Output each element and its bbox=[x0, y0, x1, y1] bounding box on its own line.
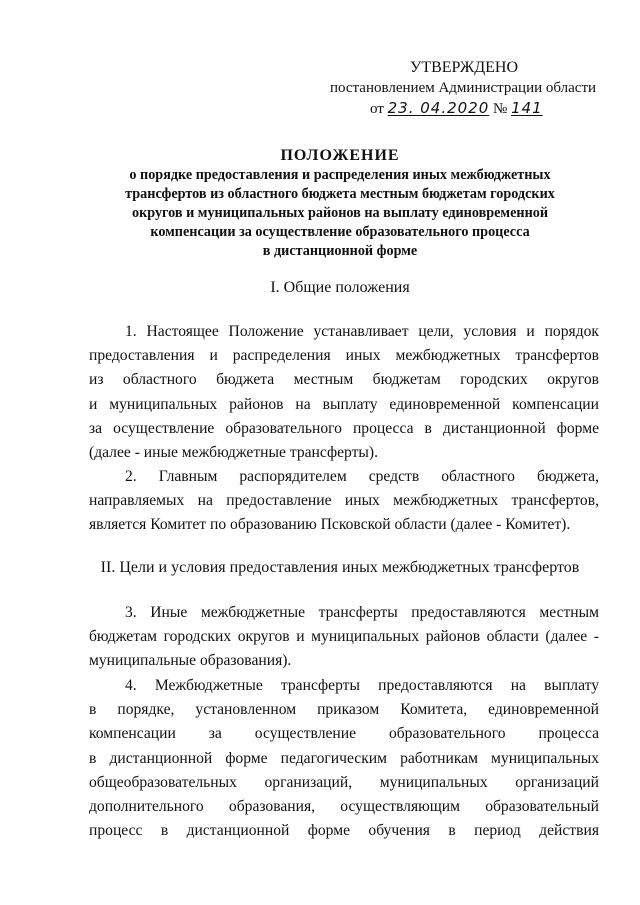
paragraph-line: направляемых на предоставление иных межбюджетных трансфертов, bbox=[89, 492, 599, 510]
paragraph-line: (далее - иные межбюджетные трансферты). bbox=[89, 444, 378, 462]
paragraph-4 bbox=[89, 674, 599, 843]
paragraph-line: компенсации за осуществление образовательного процесса bbox=[89, 725, 599, 743]
paragraph-3 bbox=[89, 601, 599, 674]
paragraph-line: и муниципальных районов на выплату единовременной компенсации bbox=[89, 395, 599, 413]
paragraph-line: 2. Главным распорядителем средств областного бюджета, bbox=[125, 468, 599, 485]
document-subtitle bbox=[75, 166, 605, 261]
paragraph-line: из областного бюджета местным бюджетам городских округов bbox=[89, 371, 599, 389]
approval-number-label: № bbox=[493, 101, 508, 117]
subtitle-line: о порядке предоставления и распределения иных межбюджетных bbox=[129, 167, 551, 183]
paragraph-line: 3. Иные межбюджетные трансферты предоставляются местным bbox=[125, 604, 599, 621]
approval-title: УТВЕРЖДЕНО bbox=[410, 59, 519, 76]
section-1-heading: I. Общие положения bbox=[270, 279, 410, 296]
paragraph-line: является Комитет по образованию Псковской области (далее - Комитет). bbox=[89, 516, 571, 534]
paragraph-line: дополнительного образования, осуществляющим образовательный bbox=[89, 798, 599, 816]
paragraph-line: в порядке, установленном приказом Комитета, единовременной bbox=[89, 701, 599, 719]
document-title: ПОЛОЖЕНИЕ bbox=[280, 147, 400, 164]
approval-stamp bbox=[318, 58, 608, 119]
paragraph-line: 1. Настоящее Положение устанавливает цели, условия и порядок bbox=[125, 323, 599, 340]
subtitle-line: компенсации за осуществление образовательного процесса bbox=[150, 224, 530, 240]
paragraph-1 bbox=[89, 320, 599, 465]
paragraph-line: за осуществление образовательного процесса в дистанционной форме bbox=[89, 419, 599, 437]
approval-number-handwritten: 141 bbox=[511, 99, 543, 117]
paragraph-line: муниципальные образования). bbox=[89, 652, 292, 670]
approval-from-label: от bbox=[370, 101, 384, 117]
paragraph-line: общеобразовательных организаций, муниципальных организаций bbox=[89, 773, 599, 791]
paragraph-line: 4. Межбюджетные трансферты предоставляются на выплату bbox=[125, 677, 599, 694]
paragraph-line: бюджетам городских округов и муниципальных районов области (далее - bbox=[89, 628, 599, 646]
paragraph-2 bbox=[89, 465, 599, 538]
paragraph-line: процесс в дистанционной форме обучения в период действия bbox=[89, 822, 599, 840]
subtitle-line: округов и муниципальных районов на выплату единовременной bbox=[131, 205, 549, 221]
section-2-heading: II. Цели и условия предоставления иных межбюджетных трансфертов bbox=[100, 559, 580, 576]
paragraph-line: предоставления и распределения иных межбюджетных трансфертов bbox=[89, 347, 599, 365]
subtitle-line: трансфертов из областного бюджета местным бюджетам городских bbox=[125, 186, 555, 202]
approval-resolution-line: постановлением Администрации области bbox=[330, 80, 597, 96]
approval-date-handwritten: 23. 04.2020 bbox=[387, 99, 490, 117]
approval-date-line bbox=[370, 98, 608, 119]
subtitle-line: в дистанционной форме bbox=[262, 243, 418, 259]
paragraph-line: в дистанционной форме педагогическим работникам муниципальных bbox=[89, 749, 599, 767]
